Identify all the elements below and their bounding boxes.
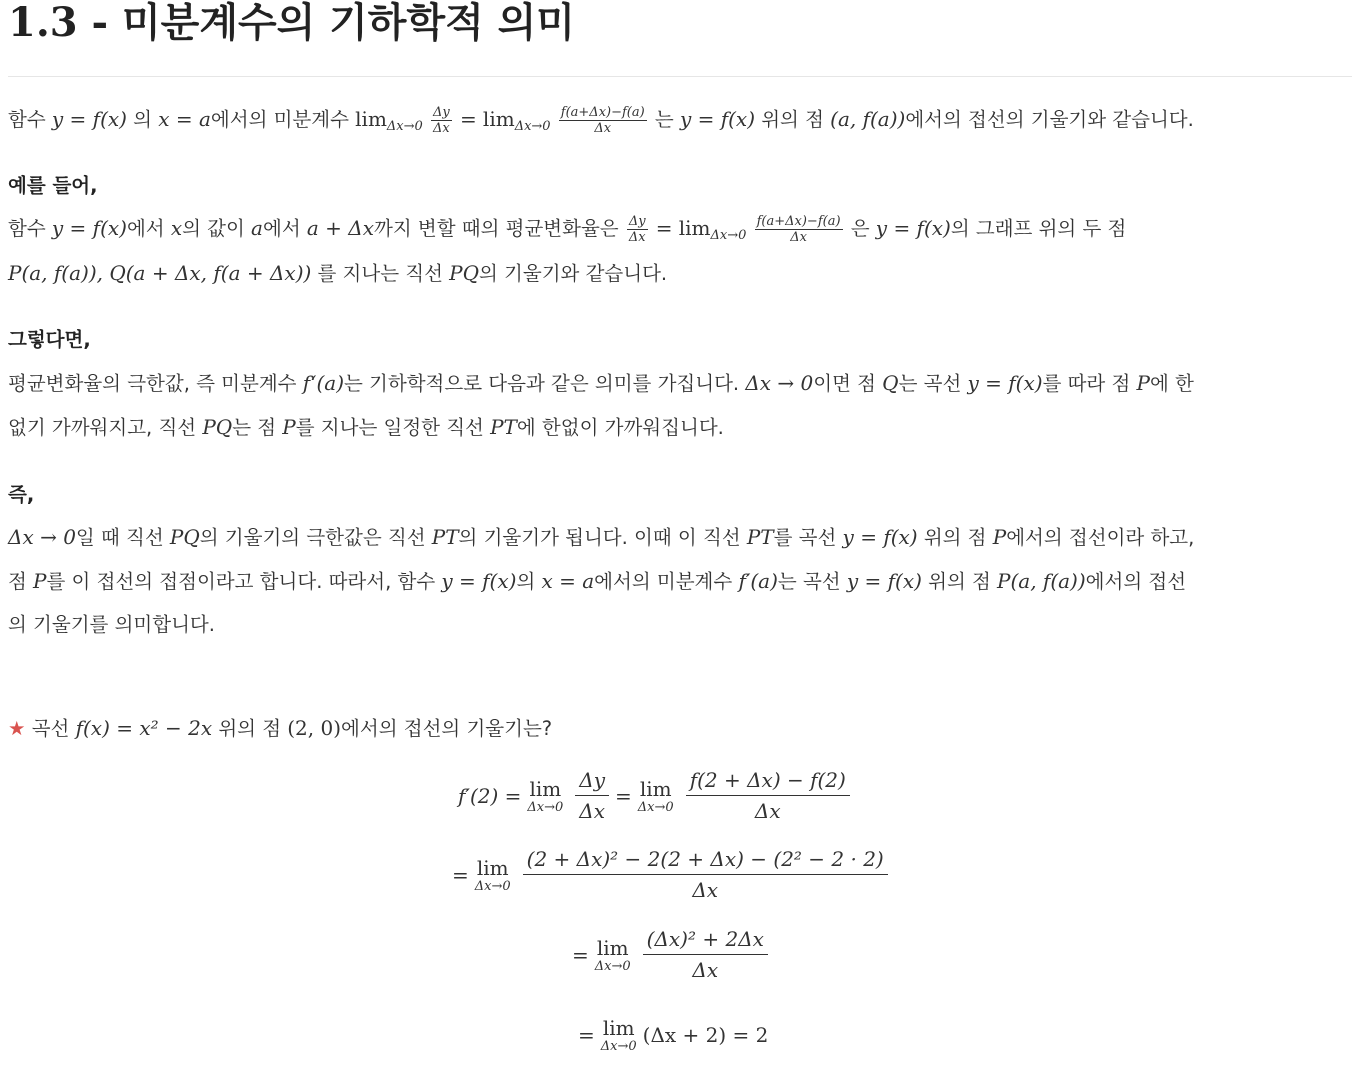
paragraph-limit-meaning: 평균변화율의 극한값, 즉 미분계수 f‘(a)는 기하학적으로 다음과 같은 의미를 가집니다. Δx → 0이면 점 Q는 곡선 y = f(x)를 따라 점 P에 한 (8, 371, 1194, 395)
equation-step-1: f′(2) = lim Δx→0 $\frac{\Delta y}{\Delta x}$ = lim Δx→0 $\frac{f(2 + \Delta x) - f(2)}{\Delta x}$ (458, 768, 856, 823)
paragraph-definition: 함수 y = f(x) 의 x = a에서의 미분계수 $\lim_{\Delta x\to 0}$ $\frac{\Delta y}{\Delta x}$ = $\lim_{\Delta x\to 0}$ $\frac{f(a+\Delta x)-f(a)}{\Delta x}$ 는 y = f(x) 위의 점 (a, f(a))에서의 접선의 기울기와 같습니다. (8, 105, 1194, 136)
paragraph-average-rate-cont: P(a, f(a)), Q(a + Δx, f(a + Δx)) 를 지나는 직선 PQ의 기울기와 같습니다. (8, 261, 668, 285)
paragraph-tangent: Δx → 0일 때 직선 PQ의 기울기의 극한값은 직선 PT의 기울기가 됩니다. 이때 이 직선 PT를 곡선 y = f(x) 위의 점 P에서의 접선이라 하고, (8, 525, 1195, 549)
fraction-dy-dx: $\frac{\Delta y}{\Delta x}$ (433, 105, 450, 136)
equation-step-4: = lim Δx→0 (Δx + 2) = 2 (578, 1016, 769, 1054)
heading-then: 그렇다면, (8, 328, 91, 351)
equation-step-2: = lim Δx→0 $\frac{\text{(2 + Δx)² − 2(2 + Δx) − (2² − 2 · 2)}}{\Delta x}$ (452, 847, 894, 902)
paragraph-tangent-cont: 점 P를 이 접선의 접점이라고 합니다. 따라서, 함수 y = f(x)의 x = a에서의 미분계수 f′(a)는 곡선 y = f(x) 위의 점 P(a, f(a))에서의 접선 (8, 569, 1187, 593)
math-x-eq-a: x = a (158, 107, 211, 131)
paragraph-limit-meaning-cont: 없기 가까워지고, 직선 PQ는 점 P를 지나는 일정한 직선 PT에 한없이 가까워집니다. (8, 415, 724, 439)
equation-step-3: = lim Δx→0 $\frac{\text{(Δx)² + 2Δx}}{\Delta x}$ (572, 927, 774, 982)
page-title: 1.3 - 미분계수의 기하학적 의미 (8, 0, 575, 46)
math-y-eq-fx: y = f(x) (51, 107, 127, 131)
heading-that-is: 즉, (8, 483, 35, 506)
fraction-difference-quotient: $\frac{f(a+\Delta x)-f(a)}{\Delta x}$ (560, 105, 645, 136)
paragraph-average-rate: 함수 y = f(x)에서 x의 값이 a에서 a + Δx까지 변할 때의 평균변화율은 $\frac{\Delta y}{\Delta x}$ = $\lim_{\Delta x\to 0}$ $\frac{f(a+\Delta x)-f(a)}{\Delta x}$ 은 y = f(x)의 그래프 위의 두 점 (8, 214, 1127, 245)
heading-example: 예를 들어, (8, 174, 98, 197)
paragraph-tangent-end: 의 기울기를 의미합니다. (8, 613, 215, 636)
question-line: ★ 곡선 f(x) = x² − 2x 위의 점 (2, 0)에서의 접선의 기울기는? (8, 716, 553, 740)
star-icon: ★ (8, 717, 26, 740)
title-divider (8, 76, 1352, 77)
